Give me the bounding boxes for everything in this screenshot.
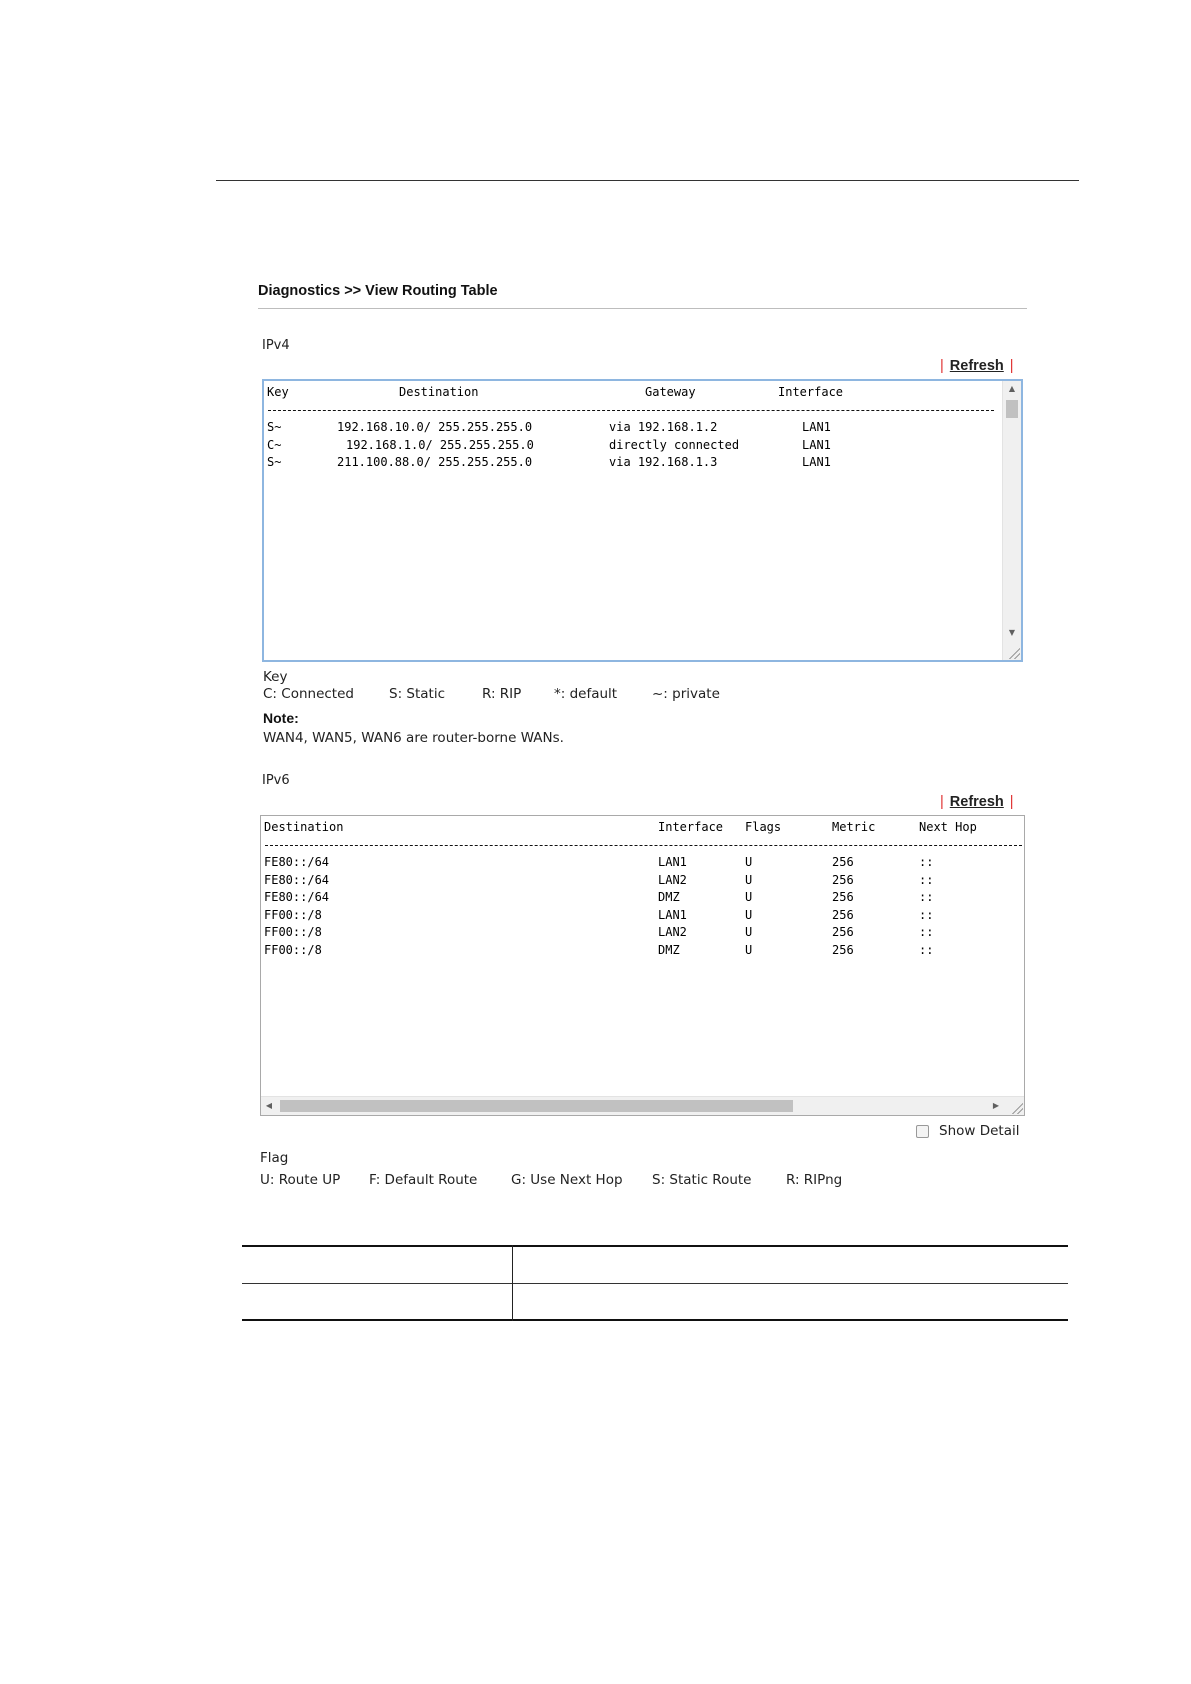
flag-legend-default-route: F: Default Route (369, 1172, 478, 1188)
row-flags: U (745, 855, 753, 869)
show-detail-label[interactable]: Show Detail (939, 1123, 1020, 1139)
row-metric: 256 (832, 872, 854, 887)
row-next-hop: :: (919, 855, 934, 869)
page-title: Diagnostics >> View Routing Table (258, 283, 498, 299)
row-gateway: via 192.168.1.2 (609, 420, 718, 434)
row-destination: 211.100.88.0/ 255.255.255.0 (337, 455, 533, 469)
row-next-hop: :: (919, 890, 934, 904)
row-destination: FE80::/64 (264, 855, 330, 869)
row-next-hop: :: (919, 907, 934, 922)
ipv6-refresh-link[interactable]: Refresh (949, 794, 1004, 810)
ipv6-header-separator (265, 845, 1022, 846)
row-interface: LAN1 (658, 907, 687, 922)
ipv4-refresh-bar (940, 358, 1014, 374)
row-metric: 256 (832, 925, 854, 939)
row-flags: U (745, 890, 753, 904)
key-legend-static: S: Static (389, 686, 446, 702)
ipv4-routing-textarea[interactable] (262, 379, 1023, 662)
scroll-up-icon[interactable]: ▲ (1008, 384, 1016, 393)
table-bottom-rule (242, 1319, 1068, 1321)
ipv4-header-destination: Destination (399, 385, 479, 399)
row-gateway: via 192.168.1.3 (609, 455, 718, 469)
row-flags: U (745, 872, 753, 887)
flag-legend-static-route: S: Static Route (652, 1172, 752, 1188)
row-destination: FF00::/8 (264, 925, 322, 939)
page-top-rule (216, 180, 1079, 181)
row-interface: LAN2 (658, 872, 687, 887)
row-metric: 256 (832, 907, 854, 922)
show-detail-row[interactable] (916, 1123, 1020, 1139)
row-interface: DMZ (658, 942, 680, 957)
row-destination: FE80::/64 (264, 872, 330, 887)
key-legend-title: Key (263, 669, 288, 685)
show-detail-checkbox[interactable] (916, 1125, 929, 1138)
flag-legend-next-hop: G: Use Next Hop (511, 1172, 623, 1188)
ipv6-header-next-hop: Next Hop (919, 820, 977, 834)
ipv6-header-metric: Metric (832, 820, 876, 834)
resize-grip-icon[interactable] (1007, 646, 1020, 659)
row-key: S~ (267, 455, 282, 469)
row-interface: LAN1 (658, 855, 687, 869)
note-title: Note: (263, 710, 299, 726)
row-flags: U (745, 925, 753, 939)
ipv6-refresh-bar (940, 794, 1014, 810)
row-interface: LAN1 (802, 437, 831, 452)
resize-grip-icon[interactable] (1010, 1101, 1023, 1114)
scroll-left-icon[interactable]: ◀ (265, 1101, 273, 1110)
row-destination: 192.168.1.0/ 255.255.255.0 (346, 437, 534, 452)
ipv6-scroll-thumb[interactable] (280, 1100, 793, 1112)
title-divider (258, 308, 1027, 309)
key-legend-rip: R: RIP (482, 686, 522, 702)
row-interface: DMZ (658, 890, 680, 904)
table-top-rule (242, 1245, 1068, 1247)
ipv6-header-interface: Interface (658, 820, 724, 834)
ipv4-header-gateway: Gateway (645, 385, 696, 399)
note-text: WAN4, WAN5, WAN6 are router-borne WANs. (263, 730, 564, 746)
separator: | (940, 794, 944, 810)
row-key: C~ (267, 437, 282, 452)
ipv4-vertical-scrollbar[interactable] (1002, 381, 1021, 660)
row-next-hop: :: (919, 872, 934, 887)
row-metric: 256 (832, 890, 854, 904)
scroll-right-icon[interactable]: ▶ (992, 1101, 1000, 1110)
key-legend-connected: C: Connected (263, 686, 354, 702)
key-legend-default: *: default (554, 686, 618, 702)
ipv4-header-interface: Interface (778, 385, 844, 399)
row-next-hop: :: (919, 925, 934, 939)
row-destination: FF00::/8 (264, 907, 322, 922)
flag-legend-route-up: U: Route UP (260, 1172, 341, 1188)
separator: | (940, 358, 944, 374)
ipv6-horizontal-scrollbar[interactable] (261, 1096, 1024, 1115)
row-destination: FE80::/64 (264, 890, 330, 904)
ipv6-section-label: IPv6 (262, 773, 290, 788)
row-destination: FF00::/8 (264, 942, 322, 957)
ipv6-routing-textarea[interactable] (260, 815, 1025, 1116)
ipv4-scroll-thumb[interactable] (1006, 400, 1018, 418)
separator: | (1009, 794, 1014, 810)
row-next-hop: :: (919, 942, 934, 957)
table-column-divider (512, 1245, 513, 1321)
flag-legend-ripng: R: RIPng (786, 1172, 843, 1188)
row-key: S~ (267, 420, 282, 434)
row-metric: 256 (832, 942, 854, 957)
ipv4-refresh-link[interactable]: Refresh (949, 358, 1004, 374)
flag-legend-title: Flag (260, 1150, 289, 1166)
separator: | (1009, 358, 1014, 374)
row-flags: U (745, 907, 753, 922)
ipv4-header-key: Key (267, 385, 289, 399)
key-legend-private: ~: private (652, 686, 720, 702)
row-interface: LAN2 (658, 925, 687, 939)
row-interface: LAN1 (802, 455, 831, 469)
ipv4-section-label: IPv4 (262, 338, 290, 353)
ipv4-header-separator (268, 410, 994, 411)
row-flags: U (745, 942, 753, 957)
row-interface: LAN1 (802, 420, 831, 434)
scroll-down-icon[interactable]: ▼ (1008, 628, 1016, 637)
row-destination: 192.168.10.0/ 255.255.255.0 (337, 420, 533, 434)
row-gateway: directly connected (609, 437, 740, 452)
table-middle-rule (242, 1283, 1068, 1284)
ipv6-header-flags: Flags (745, 820, 782, 834)
row-metric: 256 (832, 855, 854, 869)
ipv6-header-destination: Destination (264, 820, 344, 834)
